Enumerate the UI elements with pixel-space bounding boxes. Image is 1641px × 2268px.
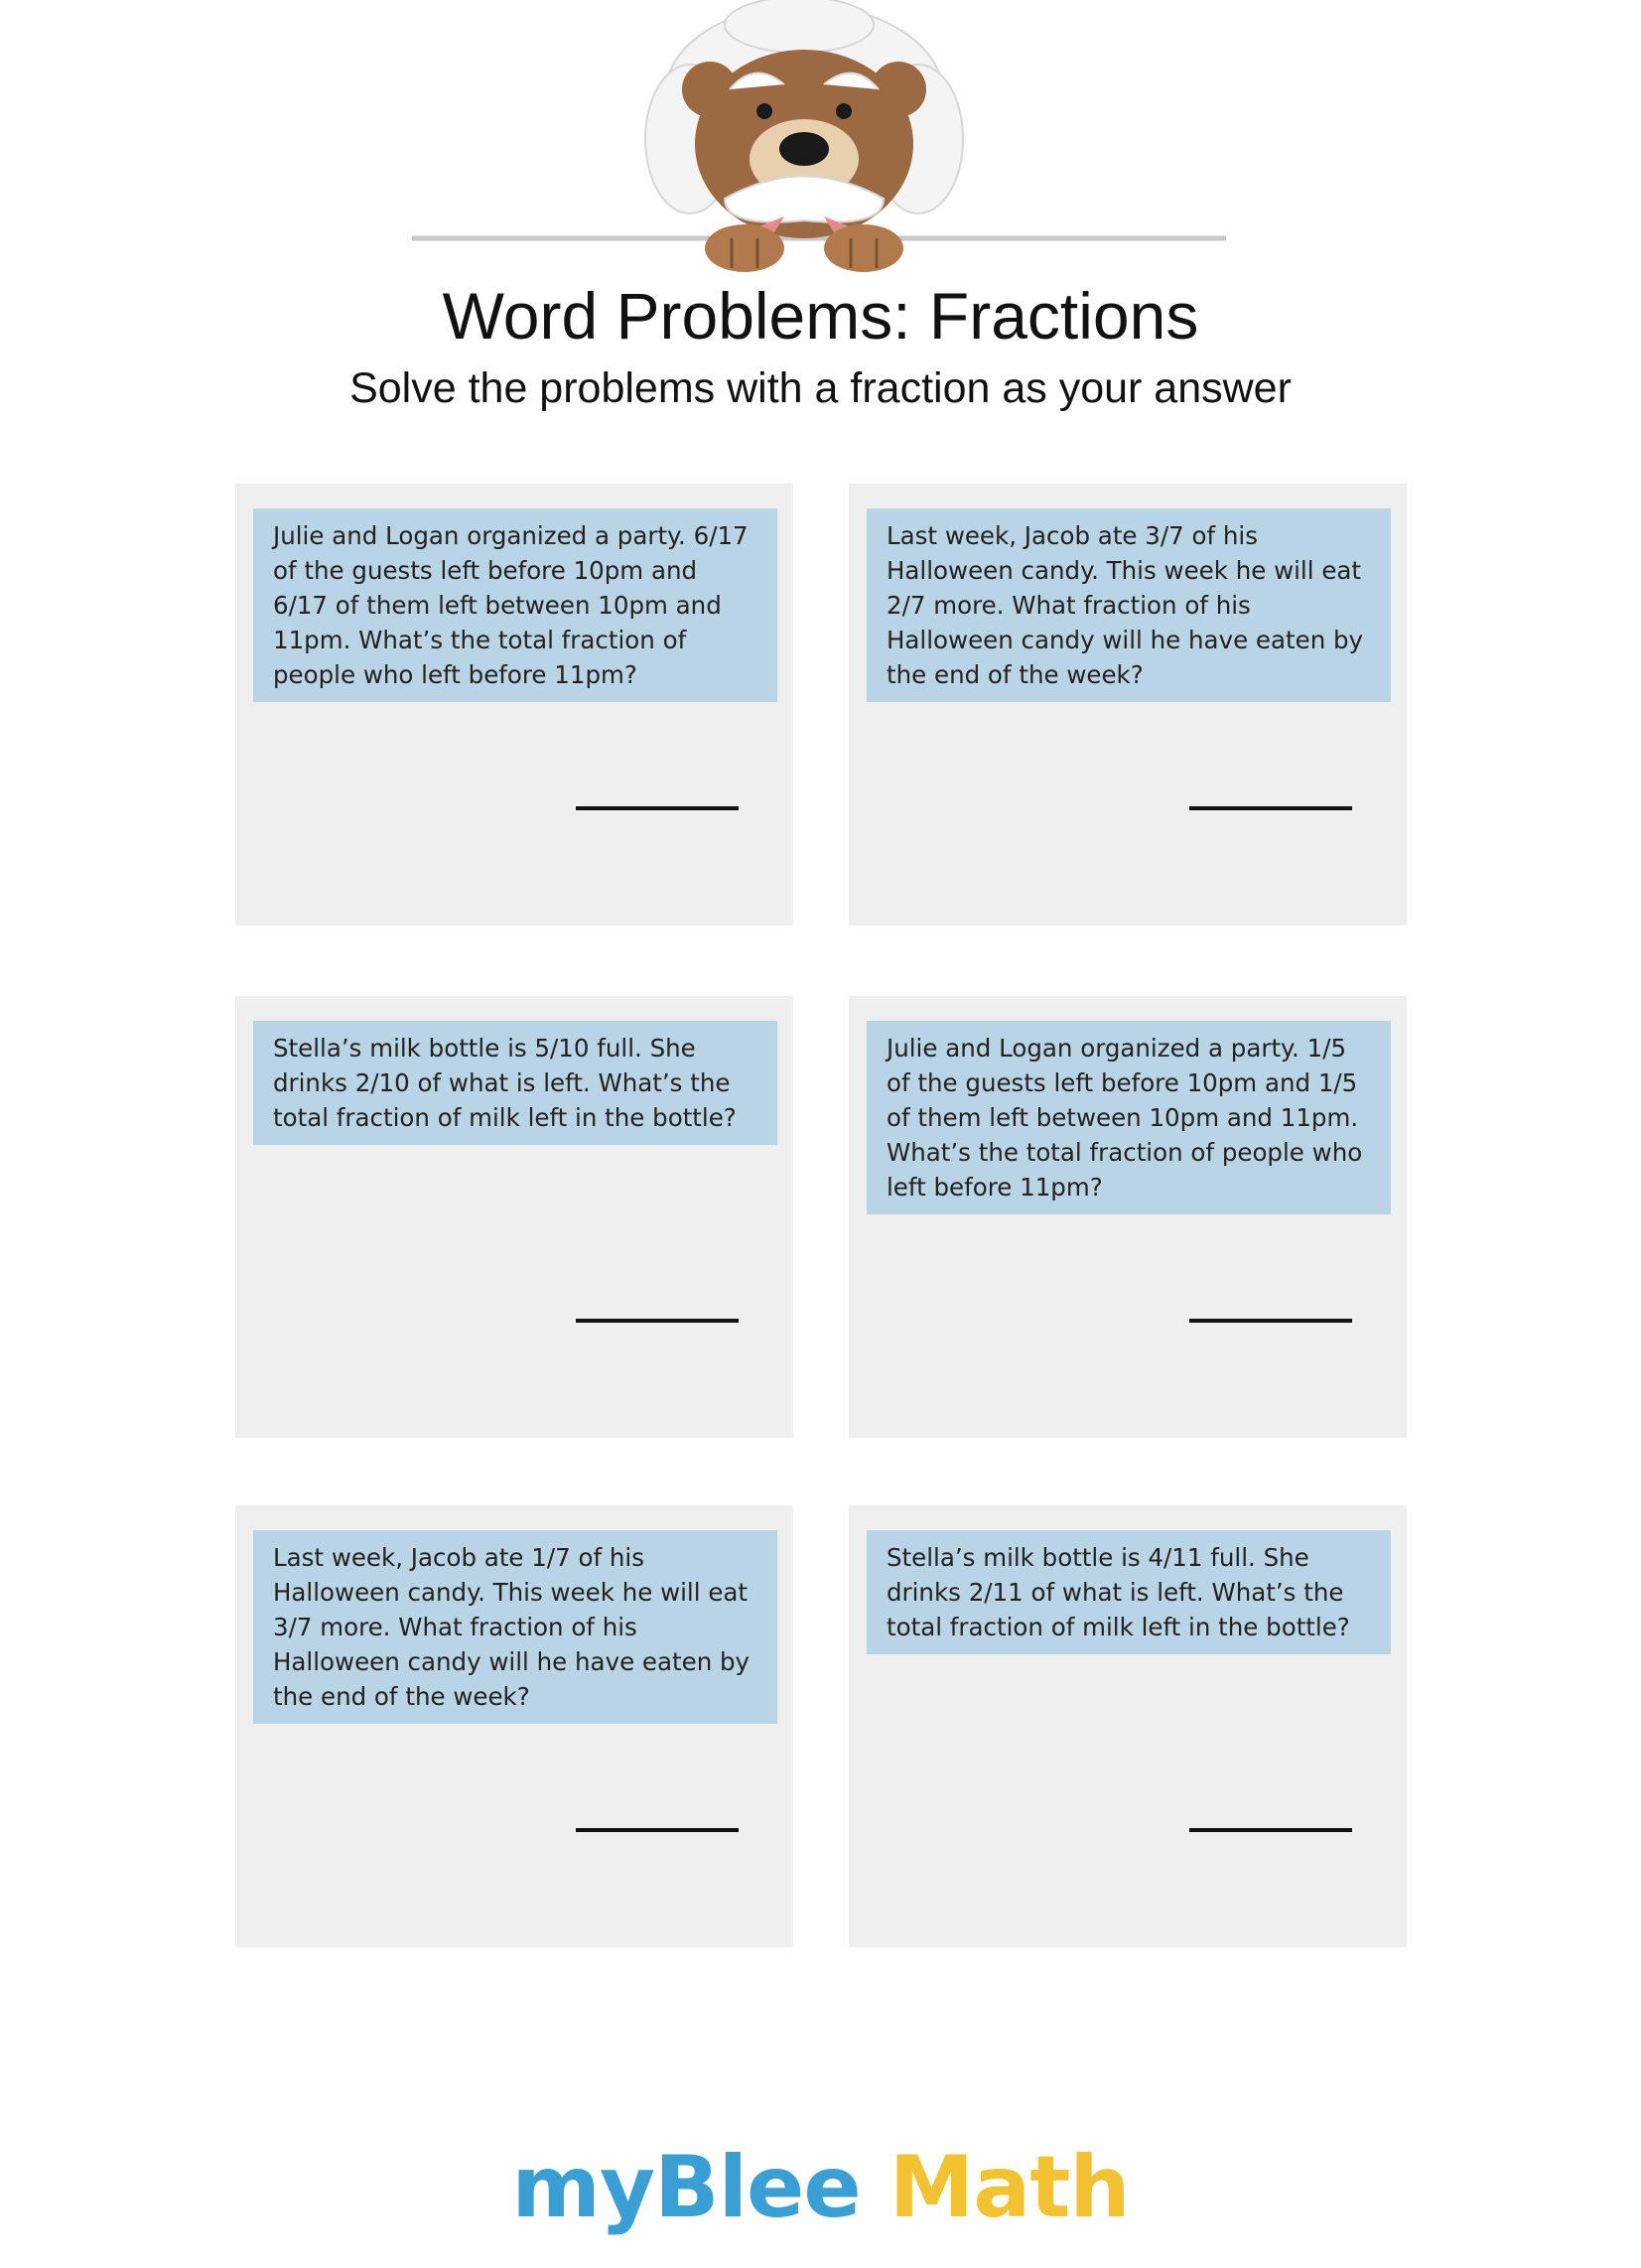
problem-card — [849, 484, 1407, 925]
page-subtitle: Solve the problems with a fraction as your answer — [349, 364, 1292, 412]
problem-text: Last week, Jacob ate 3/7 of his Halloween candy. This week he will eat 2/7 more. What fraction of his Halloween candy will he have eaten by the end of the week? — [867, 508, 1391, 702]
problem-text: Julie and Logan organized a party. 6/17 of the guests left before 10pm and 6/17 of them left between 10pm and 11pm. What’s the total fraction of people who left before 11pm? — [253, 508, 777, 702]
myblee-math-logo — [0, 2138, 1641, 2237]
problem-text: Stella’s milk bottle is 4/11 full. She drinks 2/11 of what is left. What’s the total fraction of milk left in the bottle? — [867, 1530, 1391, 1654]
answer-line[interactable] — [576, 806, 739, 810]
logo-math-text: Math — [889, 2138, 1130, 2237]
answer-line[interactable] — [1189, 1828, 1352, 1832]
answer-line[interactable] — [576, 1319, 739, 1323]
answer-line[interactable] — [1189, 1319, 1352, 1323]
answer-line[interactable] — [1189, 806, 1352, 810]
bear-mascot-illustration — [402, 0, 1236, 278]
problem-text: Stella’s milk bottle is 5/10 full. She drinks 2/10 of what is left. What’s the total fraction of milk left in the bottle? — [253, 1021, 777, 1145]
problem-text: Last week, Jacob ate 1/7 of his Halloween candy. This week he will eat 3/7 more. What fraction of his Halloween candy will he have eaten by the end of the week? — [253, 1530, 777, 1724]
problem-card — [849, 996, 1407, 1438]
page-title: Word Problems: Fractions — [442, 279, 1199, 353]
problem-card — [849, 1505, 1407, 1947]
problem-card — [235, 1505, 793, 1947]
logo-myblee-text: myBlee — [511, 2138, 861, 2237]
problem-card — [235, 484, 793, 925]
problem-text: Julie and Logan organized a party. 1/5 of the guests left before 10pm and 1/5 of them left between 10pm and 11pm. What’s the total fraction of people who left before 11pm? — [867, 1021, 1391, 1214]
problem-card — [235, 996, 793, 1438]
answer-line[interactable] — [576, 1828, 739, 1832]
